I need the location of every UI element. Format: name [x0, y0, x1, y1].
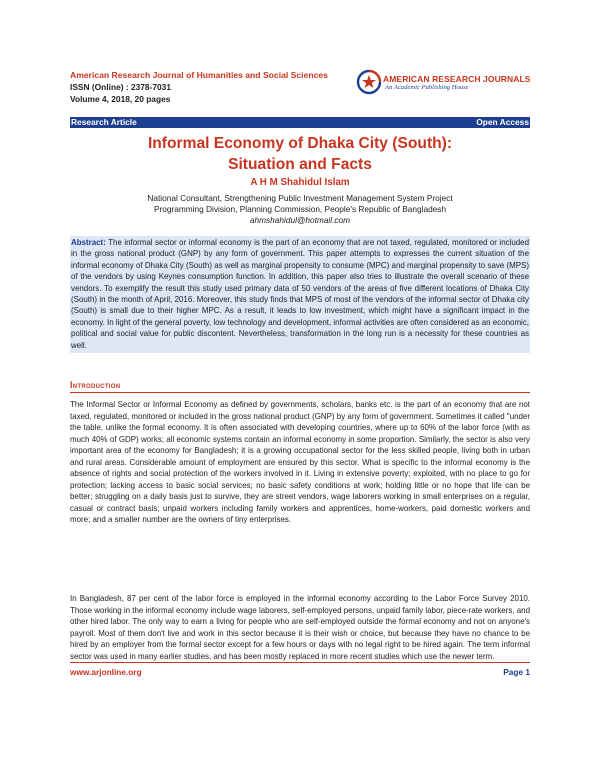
body-paragraph-2: In Bangladesh, 87 per cent of the labor force is employed in the informal economy according to the Labor Force Survey 2010. Those working in the informal economy include wage laborers, self-employed persons, unpaid family labor, piece-rate workers, and other hired labor. The only way to earn a living for people who are self-employed outside the formal economy and not on anyone's payroll. Most of them don't live and work in this sector because it is their wish or choice, but because they have no chance to be hired by an employer from the formal sector except for a few hours or days with no legal right to be hired again. The term informal sector was used in many earlier studies, and has been mostly replaced in more recent studies which use the newer term. [70, 594, 530, 661]
publisher-logo [356, 69, 531, 95]
section-heading-introduction: Introduction [70, 380, 121, 390]
abstract-text: The informal sector or informal economy is the part of an economy that are not taxed, regulated, monitored or included in the gross national product (GNP) by any form of government. This paper attempts to expresses the current situation of the informal economy of Dhaka City (South) as well as marginal propensity to consume (MPC) and marginal propensity to save (MPS) of the vendors by using Keynes consumption function. In addition, this paper also tries to illustrate the overall scenario of these vendors. To exemplify the result this study used primary data of 50 vendors of the areas of five different locations of Dhaka City (South) in the month of April, 2016. Moreover, this study finds that MPS of most of the vendors of the informal sector of Dhaka city (South) is small due to their higher MPC. As a result, it leads to low investment, which might have a significant impact in the economy. In light of the general poverty, low technology and development, informal activities are often considered as an economic, political and social value for public discontent. Nevertheless, transformation in the long run is a necessity for these countries as well. [71, 238, 529, 350]
author-name: A H M Shahidul Islam [250, 177, 350, 188]
volume-info: Volume 4, 2018, 20 pages [70, 94, 171, 104]
body-paragraph-1: The Informal Sector or Informal Economy as defined by governments, scholars, banks etc. is the part of an economy that are not taxed, regulated, monitored or included in the gross national product (GNP) by any form of government. Sometimes it called "under the table, unlike the formal economy. It is often associated with developing countries, where up to 60% of the labor force (with as much 40% of GDP) works; all economic systems contain an informal economy in some proportion. Similarly, the sector is also very important area of the economy for Bangladesh; it is a growing occupational sector for the less skilled people, living both in urban and rural areas. Considerable amount of employment are ensured by this sector. What is specific to the informal economy is the absence of rights and social protection of the workers involved in it. Living in extensive poverty; exploited, with no place to go for protection; lacking access to basic social services; no basic safety conditions at work; holding little or no hope that life can be better; struggling on a daily basis just to survive, they are street vendors, wage laborers working in small enterprises on a regular, casual or contract basis; unpaid workers including family workers and apprentices, home-workers, paid domestic workers and more; and a smaller number are the owners of tiny enterprises. [70, 400, 530, 525]
affiliation-line-2: Programming Division, Planning Commission, People's Republic of Bangladesh [153, 204, 447, 215]
article-type-bar [70, 117, 530, 128]
author-affiliation [70, 193, 530, 227]
author-email[interactable]: ahmshahidul@hotmail.com [249, 215, 351, 226]
title-line-1: Informal Economy of Dhaka City (South): [147, 135, 453, 152]
publisher-tagline: An Academic Publishing House [385, 84, 469, 91]
footer-website-link[interactable]: www.arjonline.org [70, 667, 142, 677]
section-divider [70, 392, 530, 393]
footer-divider [70, 662, 530, 663]
abstract-label: Abstract: [71, 238, 106, 247]
publisher-emblem-icon [356, 69, 382, 95]
article-title [70, 133, 530, 175]
article-type-label: Research Article [71, 117, 137, 127]
open-access-label: Open Access [476, 117, 529, 127]
title-line-2: Situation and Facts [228, 156, 372, 173]
publisher-name: AMERICAN RESEARCH JOURNALS [383, 74, 531, 84]
issn: ISSN (Online) : 2378-7031 [70, 82, 172, 92]
abstract-box [70, 236, 530, 353]
affiliation-line-1: National Consultant, Strengthening Public Investment Management System Project [147, 193, 453, 203]
page-number: Page 1 [503, 667, 530, 677]
journal-name: American Research Journal of Humanities and Social Sciences [70, 70, 328, 80]
